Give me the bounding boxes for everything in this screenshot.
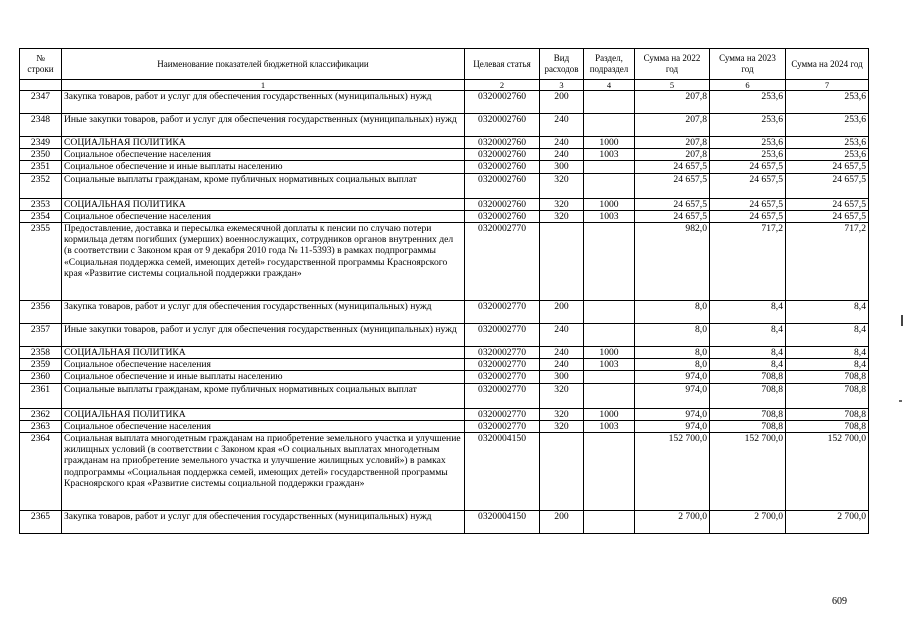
- row-sum-2024: 708,8: [786, 371, 869, 383]
- row-sum-2023: 8,4: [710, 301, 786, 324]
- row-sum-2023: 2 700,0: [710, 511, 786, 534]
- row-target-code: 0320002770: [465, 301, 540, 324]
- row-number: 2347: [20, 91, 62, 114]
- row-sum-2023: 24 657,5: [710, 198, 786, 210]
- column-number: 1: [62, 80, 465, 91]
- row-section: [584, 433, 635, 511]
- row-sum-2023: 24 657,5: [710, 161, 786, 173]
- row-target-code: 0320002770: [465, 371, 540, 383]
- header-target: Целевая статья: [465, 49, 540, 80]
- row-target-code: 0320002770: [465, 324, 540, 347]
- row-sum-2024: 8,4: [786, 359, 869, 371]
- row-number: 2349: [20, 137, 62, 149]
- row-sum-2023: 152 700,0: [710, 433, 786, 511]
- column-number: 5: [635, 80, 710, 91]
- row-section: [584, 324, 635, 347]
- row-sum-2023: 253,6: [710, 149, 786, 161]
- row-target-code: 0320002760: [465, 173, 540, 198]
- row-section: [584, 114, 635, 137]
- row-sum-2024: 253,6: [786, 137, 869, 149]
- row-expense-type: 240: [540, 114, 584, 137]
- row-sum-2023: 708,8: [710, 371, 786, 383]
- row-sum-2022: 974,0: [635, 420, 710, 432]
- header-expense-type: Вид расходов: [540, 49, 584, 80]
- row-sum-2022: 974,0: [635, 383, 710, 408]
- row-expense-type: [540, 223, 584, 301]
- row-sum-2022: 24 657,5: [635, 198, 710, 210]
- row-expense-type: 240: [540, 149, 584, 161]
- table-row: [20, 173, 869, 198]
- row-sum-2024: 24 657,5: [786, 210, 869, 222]
- table-row: [20, 149, 869, 161]
- row-name: Социальное обеспечение и иные выплаты населению: [62, 371, 465, 383]
- row-number: 2362: [20, 408, 62, 420]
- row-expense-type: 300: [540, 161, 584, 173]
- row-number: 2348: [20, 114, 62, 137]
- row-number: 2361: [20, 383, 62, 408]
- row-number: 2356: [20, 301, 62, 324]
- row-sum-2024: 253,6: [786, 149, 869, 161]
- row-name: Закупка товаров, работ и услуг для обеспечения государственных (муниципальных) нужд: [62, 301, 465, 324]
- row-expense-type: 240: [540, 359, 584, 371]
- table-row: [20, 359, 869, 371]
- row-sum-2023: 24 657,5: [710, 173, 786, 198]
- row-section: [584, 91, 635, 114]
- row-sum-2022: 8,0: [635, 324, 710, 347]
- row-number: 2358: [20, 347, 62, 359]
- row-sum-2022: 982,0: [635, 223, 710, 301]
- header-row-number: № строки: [20, 49, 62, 80]
- row-section: 1000: [584, 347, 635, 359]
- row-expense-type: 320: [540, 408, 584, 420]
- row-target-code: 0320002760: [465, 137, 540, 149]
- row-sum-2024: 8,4: [786, 301, 869, 324]
- budget-table: [19, 48, 869, 534]
- row-expense-type: 320: [540, 173, 584, 198]
- row-target-code: 0320002770: [465, 347, 540, 359]
- scan-edge-mark: [899, 400, 902, 402]
- table-row: [20, 433, 869, 511]
- row-sum-2024: 8,4: [786, 347, 869, 359]
- row-sum-2024: 24 657,5: [786, 173, 869, 198]
- row-section: 1003: [584, 210, 635, 222]
- row-sum-2022: 24 657,5: [635, 161, 710, 173]
- row-sum-2023: 8,4: [710, 359, 786, 371]
- scan-edge-mark: [901, 315, 903, 326]
- row-target-code: 0320004150: [465, 433, 540, 511]
- row-sum-2024: 253,6: [786, 114, 869, 137]
- row-number: 2355: [20, 223, 62, 301]
- row-name: Социальное обеспечение населения: [62, 359, 465, 371]
- header-sum-2023: Сумма на 2023 год: [710, 49, 786, 80]
- row-sum-2023: 253,6: [710, 114, 786, 137]
- column-number: 7: [786, 80, 869, 91]
- table-row: [20, 324, 869, 347]
- row-section: [584, 173, 635, 198]
- row-name: Предоставление, доставка и пересылка ежемесячной доплаты к пенсии по случаю потери кормильца детям погибших (умерших) военнослужащих, сотрудников органов внутренних дел (в соответствии с Законом края от 9 декабря 2010 года № 11-5393) в рамках подпрограммы «Социальная поддержка семей, имеющих детей» государственной программы Красноярского края «Развитие системы социальной поддержки граждан»: [62, 223, 465, 301]
- row-expense-type: 320: [540, 198, 584, 210]
- row-sum-2024: 8,4: [786, 324, 869, 347]
- row-sum-2024: 2 700,0: [786, 511, 869, 534]
- row-name: Иные закупки товаров, работ и услуг для обеспечения государственных (муниципальных) нужд: [62, 324, 465, 347]
- row-name: Социальные выплаты гражданам, кроме публичных нормативных социальных выплат: [62, 173, 465, 198]
- row-name: СОЦИАЛЬНАЯ ПОЛИТИКА: [62, 198, 465, 210]
- row-sum-2024: 708,8: [786, 383, 869, 408]
- row-section: [584, 383, 635, 408]
- table-row: [20, 383, 869, 408]
- row-name: Социальное обеспечение населения: [62, 210, 465, 222]
- table-row: [20, 347, 869, 359]
- row-sum-2023: 253,6: [710, 91, 786, 114]
- row-sum-2024: 24 657,5: [786, 198, 869, 210]
- row-section: 1003: [584, 420, 635, 432]
- row-number: 2351: [20, 161, 62, 173]
- row-sum-2022: 24 657,5: [635, 173, 710, 198]
- row-sum-2023: 708,8: [710, 383, 786, 408]
- row-number: 2363: [20, 420, 62, 432]
- row-target-code: 0320002770: [465, 223, 540, 301]
- row-target-code: 0320002760: [465, 91, 540, 114]
- row-target-code: 0320002770: [465, 408, 540, 420]
- row-section: [584, 301, 635, 324]
- row-sum-2022: 2 700,0: [635, 511, 710, 534]
- column-number-row: [20, 80, 869, 91]
- row-expense-type: 300: [540, 371, 584, 383]
- row-sum-2022: 207,8: [635, 137, 710, 149]
- row-number: 2354: [20, 210, 62, 222]
- row-name: Социальные выплаты гражданам, кроме публичных нормативных социальных выплат: [62, 383, 465, 408]
- header-sum-2022: Сумма на 2022 год: [635, 49, 710, 80]
- row-target-code: 0320004150: [465, 511, 540, 534]
- row-name: СОЦИАЛЬНАЯ ПОЛИТИКА: [62, 408, 465, 420]
- row-expense-type: 320: [540, 383, 584, 408]
- table-row: [20, 161, 869, 173]
- row-sum-2022: 24 657,5: [635, 210, 710, 222]
- row-expense-type: [540, 433, 584, 511]
- table-row: [20, 91, 869, 114]
- row-sum-2024: 717,2: [786, 223, 869, 301]
- row-target-code: 0320002760: [465, 161, 540, 173]
- row-section: [584, 371, 635, 383]
- table-row: [20, 301, 869, 324]
- row-sum-2023: 708,8: [710, 408, 786, 420]
- table-row: [20, 223, 869, 301]
- row-target-code: 0320002760: [465, 198, 540, 210]
- header-section: Раздел, подраздел: [584, 49, 635, 80]
- row-section: 1000: [584, 408, 635, 420]
- row-expense-type: 200: [540, 511, 584, 534]
- row-sum-2022: 974,0: [635, 371, 710, 383]
- row-name: СОЦИАЛЬНАЯ ПОЛИТИКА: [62, 347, 465, 359]
- row-name: Социальное обеспечение населения: [62, 420, 465, 432]
- row-target-code: 0320002760: [465, 210, 540, 222]
- row-sum-2022: 207,8: [635, 149, 710, 161]
- row-sum-2022: 207,8: [635, 91, 710, 114]
- row-expense-type: 240: [540, 347, 584, 359]
- row-name: Социальное обеспечение населения: [62, 149, 465, 161]
- table-row: [20, 137, 869, 149]
- row-number: 2352: [20, 173, 62, 198]
- row-target-code: 0320002760: [465, 114, 540, 137]
- column-number-blank: [20, 80, 62, 91]
- row-sum-2022: 207,8: [635, 114, 710, 137]
- row-number: 2360: [20, 371, 62, 383]
- row-sum-2024: 708,8: [786, 420, 869, 432]
- table-row: [20, 371, 869, 383]
- header-name: Наименование показателей бюджетной классификации: [62, 49, 465, 80]
- row-sum-2023: 8,4: [710, 324, 786, 347]
- row-sum-2022: 8,0: [635, 347, 710, 359]
- row-target-code: 0320002770: [465, 420, 540, 432]
- row-expense-type: 240: [540, 137, 584, 149]
- row-number: 2350: [20, 149, 62, 161]
- row-sum-2022: 8,0: [635, 301, 710, 324]
- row-name: Закупка товаров, работ и услуг для обеспечения государственных (муниципальных) нужд: [62, 91, 465, 114]
- table-row: [20, 210, 869, 222]
- row-sum-2023: 708,8: [710, 420, 786, 432]
- row-section: [584, 223, 635, 301]
- row-section: 1003: [584, 149, 635, 161]
- row-number: 2365: [20, 511, 62, 534]
- row-sum-2022: 974,0: [635, 408, 710, 420]
- row-target-code: 0320002770: [465, 359, 540, 371]
- row-sum-2023: 253,6: [710, 137, 786, 149]
- column-number: 2: [465, 80, 540, 91]
- row-sum-2022: 8,0: [635, 359, 710, 371]
- row-name: СОЦИАЛЬНАЯ ПОЛИТИКА: [62, 137, 465, 149]
- row-sum-2024: 24 657,5: [786, 161, 869, 173]
- row-sum-2024: 708,8: [786, 408, 869, 420]
- table-row: [20, 114, 869, 137]
- column-number: 6: [710, 80, 786, 91]
- table-row: [20, 420, 869, 432]
- table-row: [20, 511, 869, 534]
- row-expense-type: 320: [540, 420, 584, 432]
- row-section: [584, 511, 635, 534]
- row-section: [584, 161, 635, 173]
- row-number: 2353: [20, 198, 62, 210]
- row-sum-2024: 152 700,0: [786, 433, 869, 511]
- row-name: Закупка товаров, работ и услуг для обеспечения государственных (муниципальных) нужд: [62, 511, 465, 534]
- row-number: 2357: [20, 324, 62, 347]
- row-sum-2023: 24 657,5: [710, 210, 786, 222]
- row-expense-type: 200: [540, 301, 584, 324]
- column-number: 3: [540, 80, 584, 91]
- row-sum-2023: 717,2: [710, 223, 786, 301]
- table-row: [20, 198, 869, 210]
- page-number: 609: [832, 596, 847, 607]
- row-section: 1003: [584, 359, 635, 371]
- header-sum-2024: Сумма на 2024 год: [786, 49, 869, 80]
- row-target-code: 0320002760: [465, 149, 540, 161]
- row-number: 2359: [20, 359, 62, 371]
- row-sum-2023: 8,4: [710, 347, 786, 359]
- row-expense-type: 200: [540, 91, 584, 114]
- row-number: 2364: [20, 433, 62, 511]
- table-row: [20, 408, 869, 420]
- row-name: Социальное обеспечение и иные выплаты населению: [62, 161, 465, 173]
- row-name: Социальная выплата многодетным гражданам на приобретение земельного участка и улучшение жилищных условий (в соответствии с Законом края «О социальных выплатах многодетным гражданам на приобретение земельного участка и улучшение жилищных условий») в рамках подпрограммы «Социальная поддержка семей, имеющих детей» государственной программы Красноярского края «Развитие системы социальной поддержки граждан»: [62, 433, 465, 511]
- row-section: 1000: [584, 198, 635, 210]
- row-expense-type: 320: [540, 210, 584, 222]
- row-name: Иные закупки товаров, работ и услуг для обеспечения государственных (муниципальных) нужд: [62, 114, 465, 137]
- row-section: 1000: [584, 137, 635, 149]
- header-row: [20, 49, 869, 80]
- row-expense-type: 240: [540, 324, 584, 347]
- row-sum-2022: 152 700,0: [635, 433, 710, 511]
- row-target-code: 0320002770: [465, 383, 540, 408]
- row-sum-2024: 253,6: [786, 91, 869, 114]
- column-number: 4: [584, 80, 635, 91]
